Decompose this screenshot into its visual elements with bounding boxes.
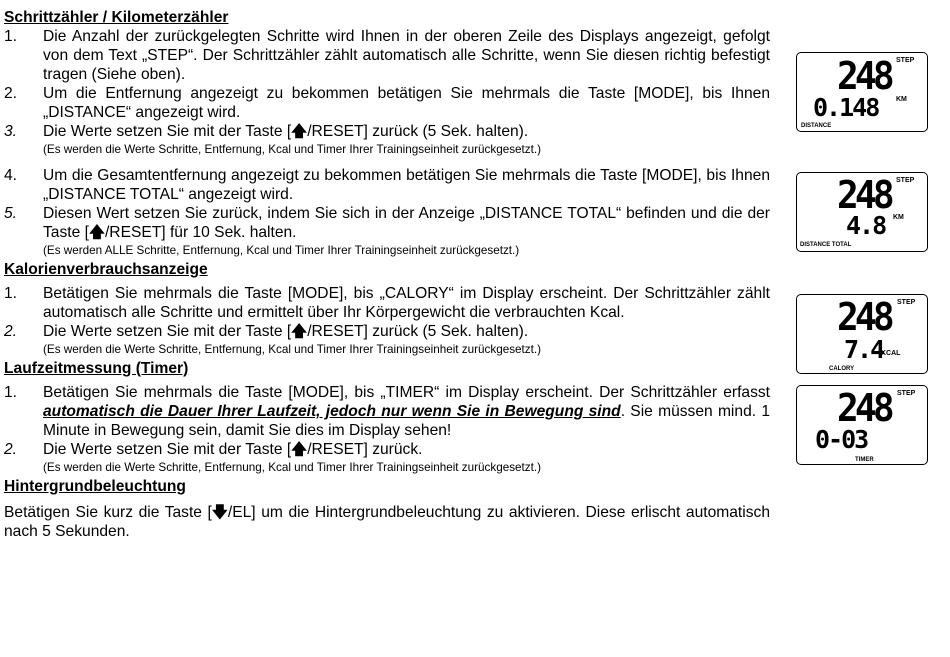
up-arrow-icon: 🡅 (88, 224, 105, 241)
lcd-distance-value: 0.148 (813, 93, 879, 122)
lcd-distance-total-value: 4.8 (846, 211, 886, 240)
item-number: 5. (4, 205, 18, 222)
up-arrow-icon: 🡅 (291, 123, 308, 140)
item-number: 1. (4, 285, 18, 302)
backlight-text: Betätigen Sie kurz die Taste [🡇/EL] um die Hintergrundbeleuchtung zu aktivieren. Diese erlischt automatisch nach 5 Sekunden. (4, 504, 770, 540)
heading-step-counter: Schrittzähler / Kilometerzähler (4, 9, 229, 26)
lcd-unit-label: KM (893, 214, 904, 221)
item-note: (Es werden die Werte Schritte, Entfernung, Kcal und Timer Ihrer Trainingseinheit zurückgesetzt.) (43, 343, 542, 356)
item-text: Betätigen Sie mehrmals die Taste [MODE], bis „CALORY“ im Display erscheint. Der Schrittzähler zählt automatisch alle Schritte und ermittelt über Ihr Körpergewicht die verbrauchten Kcal. (43, 285, 770, 321)
lcd-display-distance (796, 52, 928, 132)
lcd-step-label: STEP (897, 390, 916, 397)
emphasis-text: automatisch die Dauer Ihrer Laufzeit, jedoch nur wenn Sie in Bewegung sind (43, 403, 621, 420)
instructions-text (4, 8, 770, 541)
lcd-step-label: STEP (897, 299, 916, 306)
lcd-timer-value: 0-03 (815, 425, 868, 454)
lcd-step-value: 248 (837, 54, 891, 98)
lcd-calory-value: 7.4 (844, 335, 884, 364)
lcd-step-label: STEP (896, 57, 915, 64)
list-item (4, 440, 770, 477)
item-text: Betätigen Sie mehrmals die Taste [MODE], bis „TIMER“ im Display erscheint. Der Schrittzähler erfasst automatisch die Dauer Ihrer Laufzeit, jedoch nur wenn Sie in Bewegung sind. Sie müssen mind. 1 Minute in Bewegung sein, damit Sie dies im Display sehen! (43, 384, 771, 439)
item-text: Um die Gesamtentfernung angezeigt zu bekommen betätigen Sie mehrmals die Taste [MODE], bis Ihnen „DISTANCE TOTAL“ angezeigt wird. (43, 167, 770, 203)
item-number: 2. (4, 441, 18, 458)
heading-timer: Laufzeitmessung (Timer) (4, 360, 189, 377)
item-note: (Es werden die Werte Schritte, Entfernung, Kcal und Timer Ihrer Trainingseinheit zurückgesetzt.) (43, 461, 542, 474)
lcd-mode-label: DISTANCE (801, 123, 832, 129)
list-item (4, 84, 770, 122)
item-number: 2. (4, 85, 18, 102)
item-number: 1. (4, 384, 18, 401)
item-number: 1. (4, 28, 18, 45)
lcd-display-distance-total (796, 172, 928, 252)
list-item (4, 383, 770, 440)
heading-calories: Kalorienverbrauchsanzeige (4, 261, 208, 278)
item-text: Die Anzahl der zurückgelegten Schritte wird Ihnen in der oberen Zeile des Displays angezeigt, gefolgt von dem Text „STEP“. Der Schrittzähler zählt automatisch alle Schritte, wenn Sie diesen richtig befestigt tragen (Siehe oben). (43, 28, 770, 83)
lcd-step-label: STEP (896, 177, 915, 184)
lcd-unit-label: KM (896, 96, 907, 103)
lcd-step-value: 248 (837, 173, 891, 217)
heading-backlight: Hintergrundbeleuchtung (4, 478, 186, 495)
lcd-unit-label: KCAL (881, 350, 901, 357)
list-item (4, 322, 770, 359)
lcd-mode-label: DISTANCE TOTAL (800, 242, 852, 248)
item-text: Die Werte setzen Sie mit der Taste [🡅/RESET] zurück. (Es werden die Werte Schritte, Entfernung, Kcal und Timer Ihrer Trainingseinheit zurückgesetzt.) (43, 440, 770, 477)
up-arrow-icon: 🡅 (291, 323, 308, 340)
list-item (4, 284, 770, 322)
item-text: Die Werte setzen Sie mit der Taste [🡅/RESET] zurück (5 Sek. halten). (Es werden die Werte Schritte, Entfernung, Kcal und Timer Ihrer Trainingseinheit zurückgesetzt.) (43, 122, 770, 159)
lcd-display-timer (796, 385, 928, 465)
item-text: Um die Entfernung angezeigt zu bekommen betätigen Sie mehrmals die Taste [MODE], bis Ihnen „DISTANCE“ angezeigt wird. (43, 85, 770, 121)
list-item (4, 122, 770, 159)
item-note: (Es werden ALLE Schritte, Entfernung, Kcal und Timer Ihrer Trainingseinheit zurückgesetzt.) (43, 244, 520, 257)
item-number: 3. (4, 123, 18, 140)
lcd-display-calory (796, 294, 928, 374)
down-arrow-icon: 🡇 (211, 504, 228, 521)
item-number: 2. (4, 323, 18, 340)
item-number: 4. (4, 167, 18, 184)
lcd-step-value: 248 (837, 295, 891, 339)
item-text: Diesen Wert setzen Sie zurück, indem Sie sich in der Anzeige „DISTANCE TOTAL“ befinden und die der Taste [🡅/RESET] für 10 Sek. halten. (Es werden ALLE Schritte, Entfernung, Kcal und Timer Ihrer Trainingseinheit zurückgesetzt.) (43, 204, 770, 260)
item-note: (Es werden die Werte Schritte, Entfernung, Kcal und Timer Ihrer Trainingseinheit zurückgesetzt.) (43, 143, 542, 156)
item-text: Die Werte setzen Sie mit der Taste [🡅/RESET] zurück (5 Sek. halten). (Es werden die Werte Schritte, Entfernung, Kcal und Timer Ihrer Trainingseinheit zurückgesetzt.) (43, 322, 770, 359)
lcd-mode-label: CALORY (829, 366, 855, 372)
up-arrow-icon: 🡅 (291, 441, 308, 458)
list-item (4, 204, 770, 260)
lcd-mode-label: TIMER (855, 457, 874, 463)
lcd-step-value: 248 (837, 386, 891, 430)
list-item (4, 166, 770, 204)
list-item (4, 27, 770, 84)
